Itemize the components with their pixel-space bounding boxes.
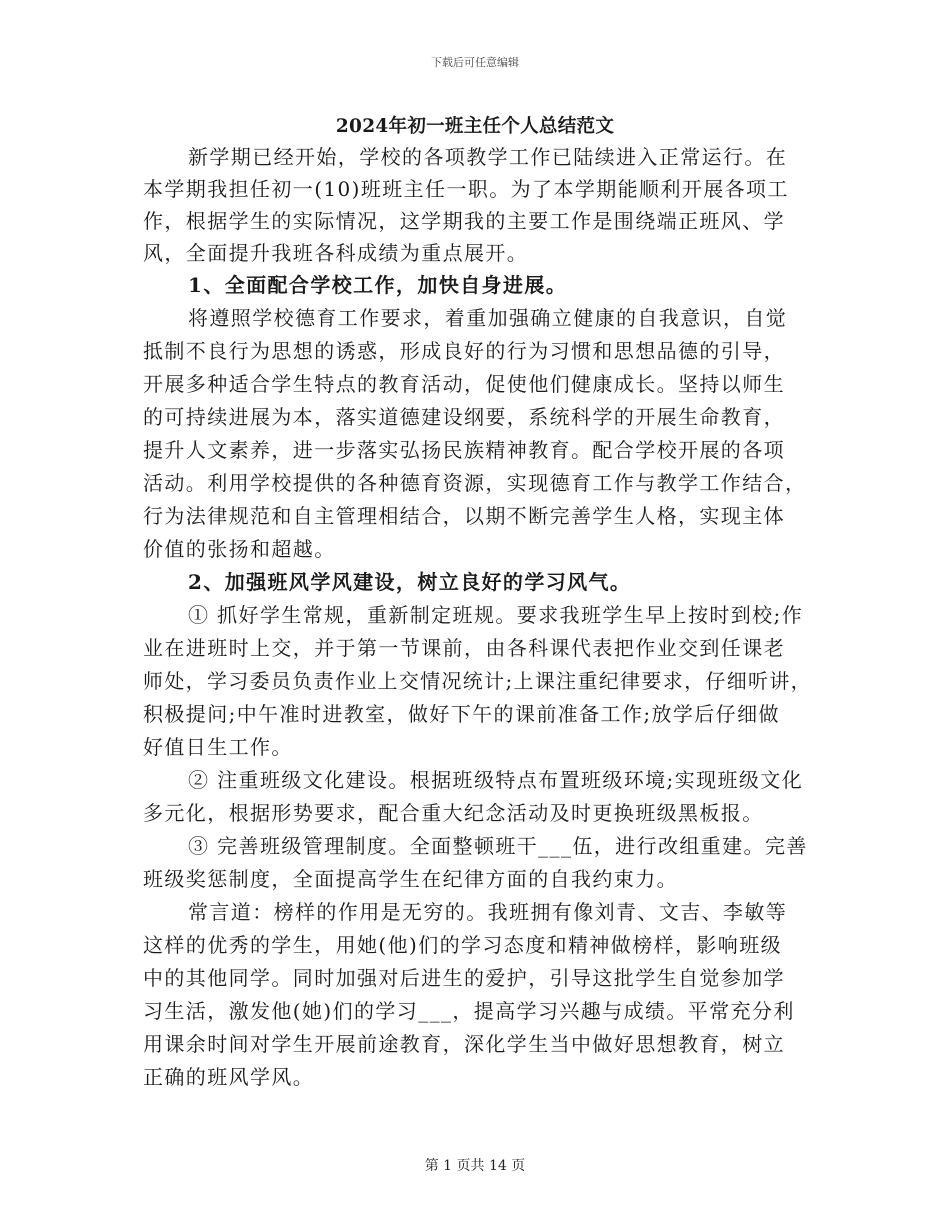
- paragraph-line: 的可持续进展为本，落实道德建设纲要，系统科学的开展生命教育，: [143, 405, 785, 429]
- paragraph-line: 好值日生工作。: [143, 735, 293, 759]
- paragraph-line: 班级奖惩制度，全面提高学生在纪律方面的自我约束力。: [143, 867, 678, 891]
- paragraph-line: 用课余时间对学生开展前途教育，深化学生当中做好思想教育，树立: [143, 1032, 785, 1056]
- paragraph-line: 作，根据学生的实际情况，这学期我的主要工作是围绕端正班风、学: [143, 209, 785, 233]
- paragraph-line: 抵制不良行为思想的诱惑，形成良好的行为习惯和思想品德的引导，: [143, 339, 785, 363]
- paragraph-line: 价值的张扬和超越。: [143, 537, 336, 561]
- paragraph-line: 业在进班时上交，并于第一节课前，由各科课代表把作业交到任课老: [143, 636, 785, 660]
- document-title: 2024年初一班主任个人总结范文: [335, 116, 615, 137]
- section-heading-2: 2、加强班风学风建设，树立良好的学习风气。: [188, 570, 632, 594]
- paragraph-line: 多元化，根据形势要求，配合重大纪念活动及时更换班级黑板报。: [143, 801, 764, 825]
- paragraph-line: ③ 完善班级管理制度。全面整顿班干___伍，进行改组重建。完善: [188, 834, 808, 858]
- paragraph-line: 本学期我担任初一(10)班班主任一职。为了本学期能顺利开展各项工: [143, 177, 789, 201]
- paragraph-line: 风，全面提升我班各科成绩为重点展开。: [143, 241, 529, 265]
- paragraph-line: 新学期已经开始，学校的各项教学工作已陆续进入正常运行。在: [188, 145, 788, 169]
- paragraph-line: 活动。利用学校提供的各种德育资源，实现德育工作与教学工作结合，: [143, 471, 807, 495]
- paragraph-line: 开展多种适合学生特点的教育活动，促使他们健康成长。坚持以师生: [143, 372, 785, 396]
- paragraph-line: 习生活，激发他(她)们的学习___，提高学习兴趣与成绩。平常充分利: [143, 999, 795, 1023]
- paragraph-line: 正确的班风学风。: [143, 1065, 315, 1089]
- paragraph-line: 师处，学习委员负责作业上交情况统计;上课注重纪律要求，仔细听讲，: [143, 669, 812, 693]
- section-heading-1: 1、全面配合学校工作，加快自身进展。: [188, 273, 568, 297]
- paragraph-line: 这样的优秀的学生，用她(他)们的学习态度和精神做榜样，影响班级: [143, 933, 783, 957]
- paragraph-line: ② 注重班级文化建设。根据班级特点布置班级环境;实现班级文化: [188, 768, 804, 792]
- paragraph-line: 常言道：榜样的作用是无穷的。我班拥有像刘青、文吉、李敏等: [188, 900, 788, 924]
- paragraph-line: 中的其他同学。同时加强对后进生的爱护，引导这批学生自觉参加学: [143, 966, 785, 990]
- page-number-footer: 第 1 页共 14 页: [424, 1158, 526, 1174]
- paragraph-line: 积极提问;中午准时进教室，做好下午的课前准备工作;放学后仔细做: [143, 702, 780, 726]
- paragraph-line: 将遵照学校德育工作要求，着重加强确立健康的自我意识，自觉: [188, 306, 788, 330]
- paragraph-line: 行为法律规范和自主管理相结合，以期不断完善学生人格，实现主体: [143, 504, 785, 528]
- page-header-note: 下载后可任意编辑: [431, 56, 519, 69]
- paragraph-line: ① 抓好学生常规，重新制定班规。要求我班学生早上按时到校;作: [188, 603, 804, 627]
- paragraph-line: 提升人文素养，进一步落实弘扬民族精神教育。配合学校开展的各项: [143, 438, 785, 462]
